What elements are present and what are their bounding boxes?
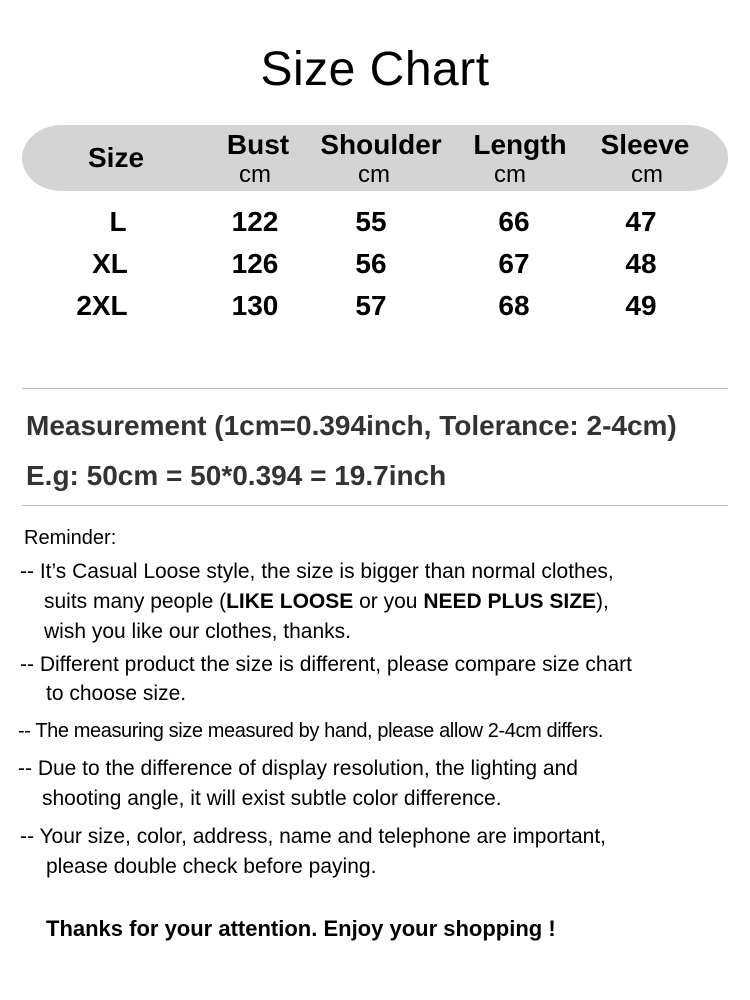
length-column-header: Length [473,129,567,160]
reminder-title: Reminder: [24,527,117,549]
reminder-item: please double check before paying. [46,855,377,878]
closing-message: Thanks for your attention. Enjoy your shopping ! [46,916,556,941]
table-cell: 122 [231,206,279,237]
measurement-note: Measurement (1cm=0.394inch, Tolerance: 2-4cm) [26,410,677,441]
reminder-item: -- Due to the difference of display resolution, the lighting and [18,757,578,780]
reminder-item: -- Different product the size is different, please compare size chart [20,653,633,676]
size-column-header: Size [87,142,145,173]
table-cell: 55 [355,206,387,237]
reminder-item: shooting angle, it will exist subtle color difference. [42,787,502,810]
table-row-size: XL [92,248,128,279]
table-cell: 130 [231,290,279,321]
sleeve-column-header: Sleeve [600,129,690,160]
divider [22,505,728,506]
reminder-item: -- It’s Casual Loose style, the size is bigger than normal clothes, [20,560,614,583]
conversion-example: E.g: 50cm = 50*0.394 = 19.7inch [26,460,447,491]
table-cell: 48 [625,248,657,279]
table-cell: 47 [625,206,657,237]
divider [22,388,728,389]
page-title: Size Chart [260,43,490,96]
length-unit: cm [494,161,526,188]
bust-unit: cm [239,161,271,188]
reminder-item: wish you like our clothes, thanks. [44,620,351,643]
reminder-item: suits many people (LIKE LOOSE or you NEED PLUS SIZE), [44,590,609,613]
shoulder-column-header: Shoulder [320,129,442,160]
table-cell: 67 [498,248,530,279]
shoulder-unit: cm [358,161,390,188]
table-cell: 126 [231,248,279,279]
reminder-item: -- The measuring size measured by hand, please allow 2-4cm differs. [18,720,603,742]
table-row-size: L [109,206,127,237]
table-cell: 68 [498,290,530,321]
reminder-item: to choose size. [46,682,187,705]
table-cell: 56 [355,248,387,279]
reminder-item: -- Your size, color, address, name and telephone are important, [20,825,607,848]
table-row-size: 2XL [76,290,128,321]
sleeve-unit: cm [631,161,663,188]
table-cell: 66 [498,206,530,237]
bust-column-header: Bust [226,129,290,160]
table-cell: 57 [355,290,387,321]
table-cell: 49 [625,290,657,321]
